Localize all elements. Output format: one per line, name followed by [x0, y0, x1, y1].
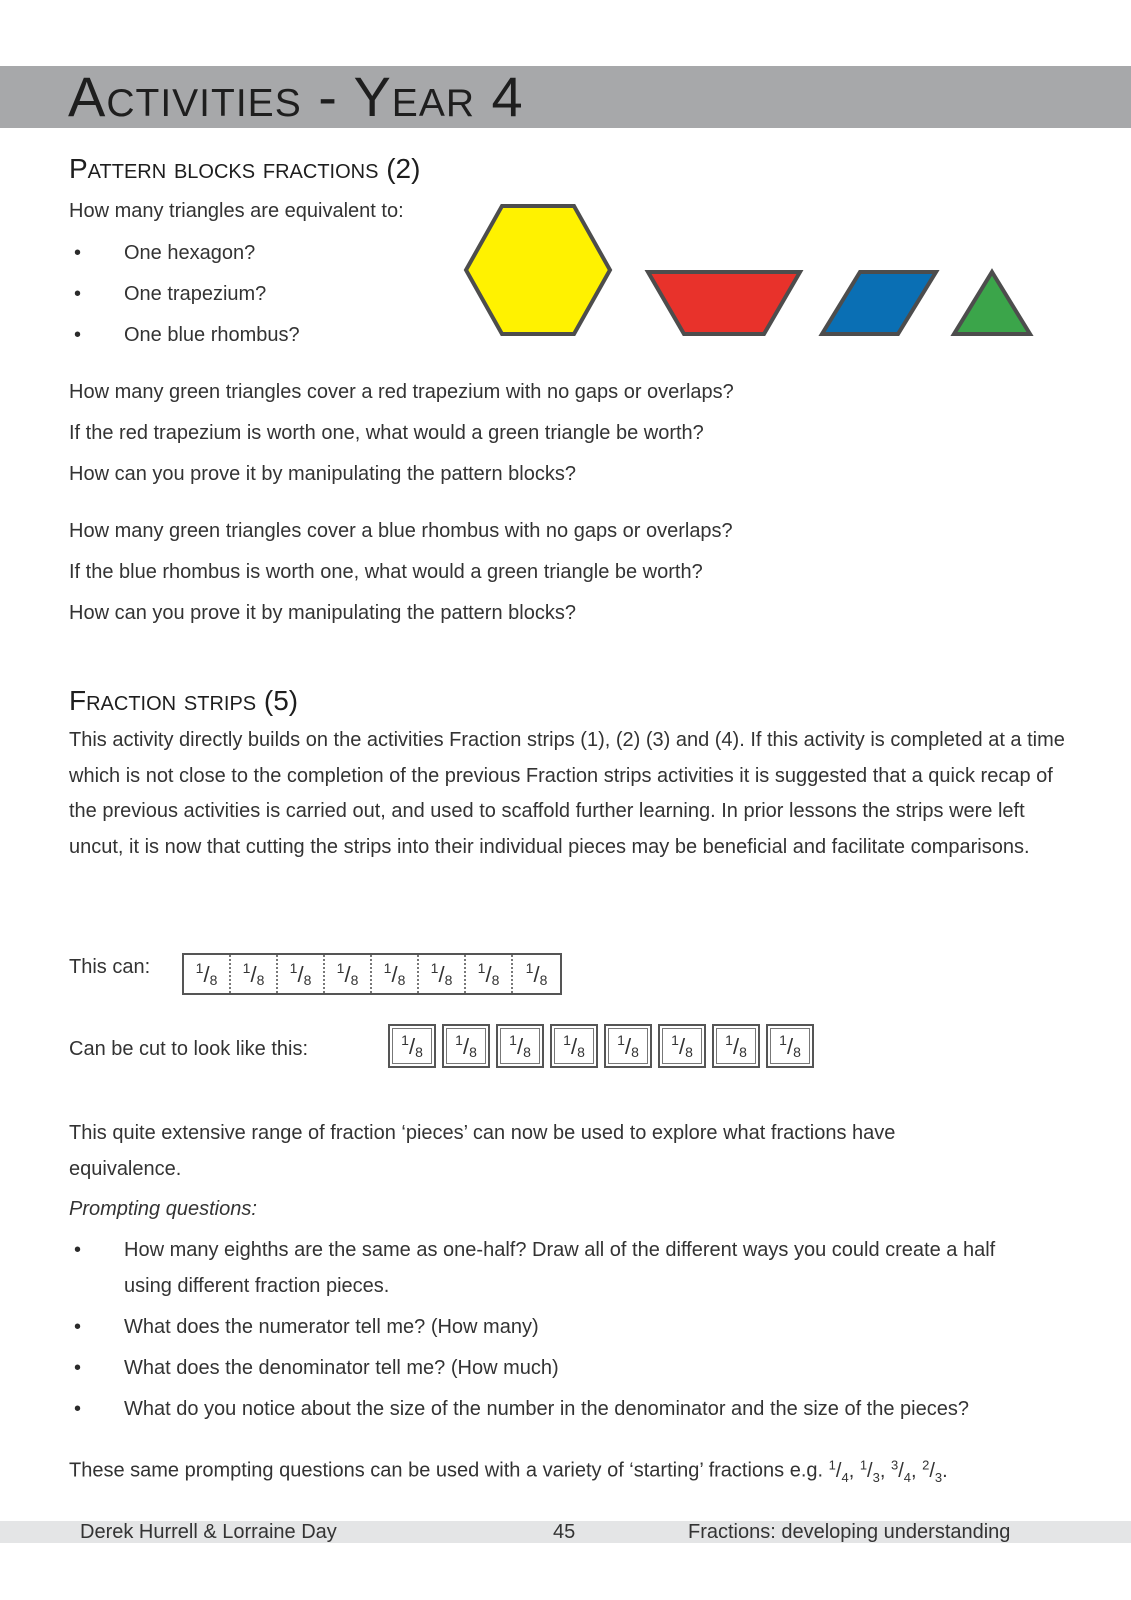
- fraction-label: $^1/_8$: [383, 960, 406, 988]
- cut-label: Can be cut to look like this:: [69, 1038, 309, 1060]
- bullet-icon: •: [74, 1398, 82, 1420]
- fraction-strip-uncut: [182, 953, 562, 995]
- question: If the blue rhombus is worth one, what would a green triangle be worth?: [69, 561, 703, 583]
- fraction-label: $^1/_8$: [525, 960, 548, 988]
- question: How many green triangles cover a red trapezium with no gaps or overlaps?: [69, 381, 734, 403]
- list-item: What does the denominator tell me? (How much): [124, 1357, 559, 1379]
- strip-cell: [184, 955, 231, 993]
- closing-fraction: $^2/_3$.: [922, 1457, 948, 1485]
- fraction-label: $^1/_8$: [401, 1032, 423, 1060]
- fraction-label: $^1/_8$: [430, 960, 453, 988]
- question: How can you prove it by manipulating the pattern blocks?: [69, 602, 576, 624]
- strip-cell: [278, 955, 325, 993]
- fraction-piece: [604, 1024, 652, 1068]
- fraction-label: $^1/_8$: [477, 960, 500, 988]
- fraction-label: $^1/_8$: [336, 960, 359, 988]
- strip-cell: [513, 955, 560, 993]
- fraction-label: $^1/_8$: [563, 1032, 585, 1060]
- fraction-label: $^1/_8$: [671, 1032, 693, 1060]
- closing-fraction: $^1/_3$,: [859, 1457, 886, 1485]
- closing-text: These same prompting questions can be used with a variety of ‘starting’ fractions e.g.: [69, 1459, 824, 1482]
- pattern-blocks-illustration: [460, 200, 1040, 345]
- page-number: 45: [553, 1521, 576, 1543]
- fraction-label: $^1/_8$: [725, 1032, 747, 1060]
- section-intro: How many triangles are equivalent to:: [69, 200, 404, 222]
- closing-fraction: $^1/_4$,: [828, 1457, 855, 1485]
- fraction-piece: [388, 1024, 436, 1068]
- list-item: One blue rhombus?: [124, 324, 300, 346]
- strip-cell: [419, 955, 466, 993]
- list-item: How many eighths are the same as one-half? Draw all of the different ways you could create a half: [124, 1239, 996, 1261]
- list-item-continuation: using different fraction pieces.: [124, 1275, 390, 1297]
- footer-book-title: Fractions: developing understanding: [688, 1521, 1011, 1543]
- triangle-shape: [954, 272, 1030, 334]
- fraction-piece: [496, 1024, 544, 1068]
- closing-fraction: $^3/_4$,: [890, 1457, 917, 1485]
- fraction-label: $^1/_8$: [455, 1032, 477, 1060]
- list-item: One hexagon?: [124, 242, 256, 264]
- strip-cell: [372, 955, 419, 993]
- section-paragraph: This activity directly builds on the activities Fraction strips (1), (2) (3) and (4). If this activity is completed at a time which is not close to the completion of the previous Fraction strips activities it is suggested that a quick recap of the previous activities is carried out, and used to scaffold further learning. In prior lessons the strips were left uncut, it is now that cutting the strips into their individual pieces may be beneficial and facilitate comparisons.: [69, 729, 1065, 859]
- fraction-piece: [712, 1024, 760, 1068]
- bullet-icon: •: [74, 1239, 82, 1261]
- footer-authors: Derek Hurrell & Lorraine Day: [80, 1521, 337, 1543]
- question: How can you prove it by manipulating the pattern blocks?: [69, 463, 576, 485]
- this-can-label: This can:: [69, 956, 151, 978]
- fraction-piece: [658, 1024, 706, 1068]
- strip-cell: [231, 955, 278, 993]
- fraction-piece: [550, 1024, 598, 1068]
- bullet-icon: •: [74, 1316, 82, 1338]
- fraction-piece: [442, 1024, 490, 1068]
- list-item: What does the numerator tell me? (How many): [124, 1316, 539, 1338]
- fraction-piece: [766, 1024, 814, 1068]
- bullet-icon: •: [74, 242, 82, 264]
- strip-cell: [325, 955, 372, 993]
- trapezium-shape: [648, 272, 800, 334]
- range-paragraph: This quite extensive range of fraction ‘pieces’ can now be used to explore what fractions have equivalence.: [69, 1122, 896, 1180]
- page-title: Activities - Year 4: [68, 65, 524, 128]
- bullet-icon: •: [74, 1357, 82, 1379]
- fraction-label: $^1/_8$: [509, 1032, 531, 1060]
- hexagon-shape: [466, 206, 610, 334]
- strip-cell: [466, 955, 513, 993]
- list-item: One trapezium?: [124, 283, 267, 305]
- rhombus-shape: [822, 272, 936, 334]
- section-heading-pattern-blocks: Pattern blocks fractions (2): [69, 153, 421, 184]
- bullet-icon: •: [74, 283, 82, 305]
- fraction-pieces-cut: [388, 1024, 814, 1068]
- fraction-label: $^1/_8$: [779, 1032, 801, 1060]
- fraction-label: $^1/_8$: [195, 960, 218, 988]
- fraction-label: $^1/_8$: [289, 960, 312, 988]
- question: If the red trapezium is worth one, what would a green triangle be worth?: [69, 422, 704, 444]
- section-heading-fraction-strips: Fraction strips (5): [69, 685, 299, 716]
- list-item: What do you notice about the size of the number in the denominator and the size of the pieces?: [124, 1398, 969, 1420]
- prompting-label: Prompting questions:: [69, 1198, 257, 1220]
- question: How many green triangles cover a blue rhombus with no gaps or overlaps?: [69, 520, 733, 542]
- fraction-label: $^1/_8$: [617, 1032, 639, 1060]
- bullet-icon: •: [74, 324, 82, 346]
- closing-sentence: [69, 1453, 948, 1490]
- fraction-label: $^1/_8$: [242, 960, 265, 988]
